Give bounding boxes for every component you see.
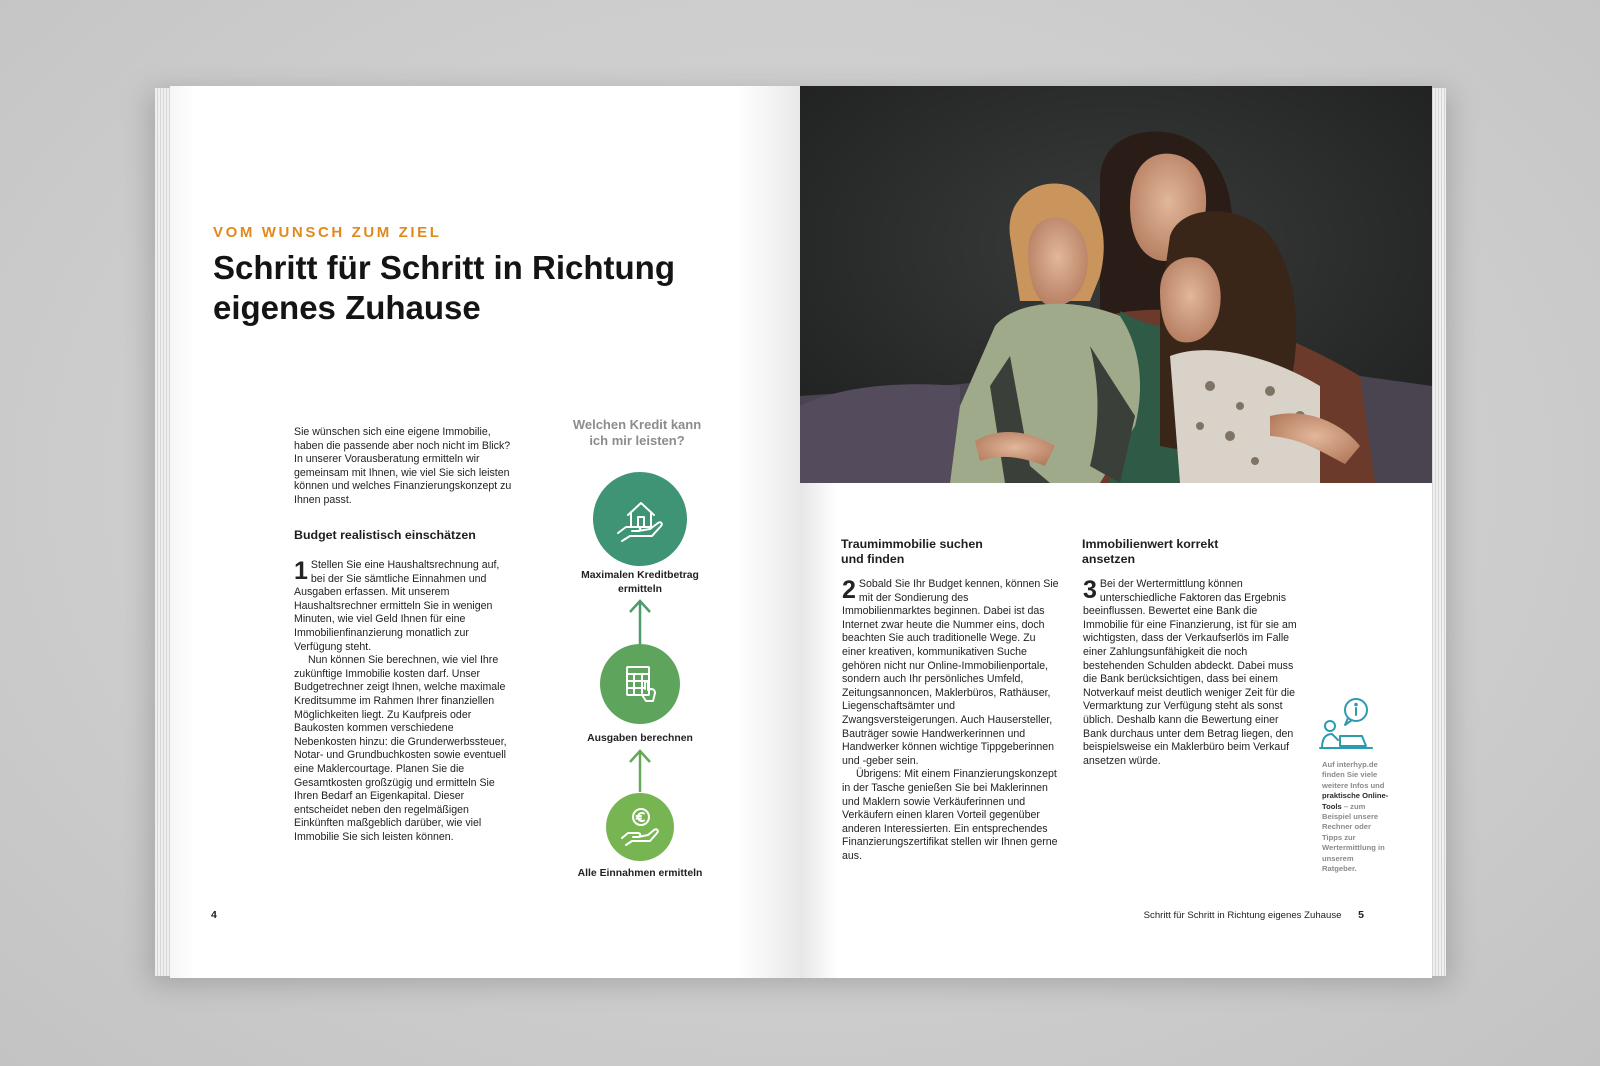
house-in-hand-icon — [610, 489, 670, 549]
step-top-line-2: ermitteln — [618, 584, 662, 595]
section-2-text — [842, 578, 1060, 863]
calculator-hand-icon — [615, 659, 665, 709]
running-title: Schritt für Schritt in Richtung eigenes Zuhause — [1143, 910, 1342, 921]
step-number-1: 1 — [294, 557, 308, 585]
section-2-heading-line-2: und finden — [841, 552, 905, 566]
loan-amount-step-circle — [593, 472, 687, 566]
page-number-right: 5 — [1358, 909, 1364, 921]
left-page — [170, 86, 800, 978]
step-label-expenses: Ausgaben berechnen — [587, 733, 693, 744]
section-1-paragraph-2: Nun können Sie berechnen, wie viel Ihre zukünftige Immobilie kosten darf. Unser Budgetrechner zeigt Ihnen, welche maximale Kreditsumme im Rahmen Ihrer finanziellen Möglichkeiten liegt. Zu Kaufpreis oder Baukosten kommen verschiedene Nebenkosten hinzu: die Grunderwerbssteuer, Notar- und Grundbuchkosten sowie eventuell eine Maklercourtage. Planen Sie die Gesamtkosten großzügig und ermitteln Sie Ihren Bedarf an Eigenkapital. Dieser entscheidet neben den regelmäßigen Einkünften maßgeblich darüber, wie viel Immobilie Sie sich leisten können. — [294, 654, 507, 843]
section-2-heading — [841, 537, 1031, 567]
euro-in-hand-icon — [617, 804, 663, 850]
step-number-2: 2 — [842, 576, 856, 604]
step-label-max-loan — [550, 569, 730, 597]
section-2-heading-line-1: Traumimmobilie suchen — [841, 537, 983, 551]
step-top-line-1: Maximalen Kreditbetrag — [581, 570, 699, 581]
intro-paragraph: Sie wünschen sich eine eigene Immobilie, haben die passende aber noch nicht im Blick? In unserer Vorausberatung ermitteln wir gemeinsam mit Ihnen, wie viel Sie sich leisten können und welches Finanzierungskonzept zu Ihnen passt. — [294, 426, 512, 506]
section-3-heading-line-1: Immobilienwert korrekt — [1082, 537, 1219, 551]
side-note-lead: Auf interhyp.de finden Sie viele weitere Infos und — [1322, 760, 1385, 790]
question-line-1: Welchen Kredit kann — [572, 417, 702, 432]
arrow-up-icon — [628, 598, 652, 644]
step-label-income: Alle Einnahmen ermitteln — [577, 868, 703, 879]
arrow-up-icon — [628, 748, 652, 792]
page-headline — [213, 248, 733, 328]
income-step-circle — [606, 793, 674, 861]
expenses-step-circle — [600, 644, 680, 724]
section-1-paragraph-1: Stellen Sie eine Haushaltsrechnung auf, bei der Sie sämtliche Einnahmen und Ausgaben erfassen. Mit unserem Haushaltsrechner ermitteln Sie in wenigen Minuten, wie viel Geld Ihnen für eine Immobilienfinanzierung monatlich zur Verfügung steht. — [294, 559, 500, 653]
page-number-left: 4 — [211, 909, 217, 921]
section-2-paragraph-2: Übrigens: Mit einem Finanzierungskonzept in der Tasche genießen Sie bei Maklerinnen und Maklern sowie Verkäuferinnen und Verkäufern einen klaren Vorteil gegenüber anderen Interessierten. Ein entsprechendes Finanzierungszertifikat stellen wir Ihnen gerne aus. — [842, 768, 1058, 862]
question-line-2: ich mir leisten? — [589, 433, 685, 448]
side-note-tail: – zum Beispiel unsere Rechner oder Tipps zur Wertermittlung in unserem Ratgeber. — [1322, 801, 1385, 874]
family-photo — [800, 86, 1432, 483]
headline-line-1: Schritt für Schritt in Richtung — [213, 249, 675, 286]
section-3-heading — [1082, 537, 1272, 567]
section-kicker: VOM WUNSCH ZUM ZIEL — [213, 224, 442, 241]
right-page — [800, 86, 1432, 978]
section-3-paragraph-1: Bei der Wertermittlung können unterschiedliche Faktoren das Ergebnis beeinflussen. Bewertet eine Bank die Immobilie für eine Finanzierung, ist für sie am wichtigsten, dass der Verkaufserlös im Falle einer Zahlungsunfähigkeit die noch bestehenden Schulden abdeckt. Dabei muss die Bank berücksichtigen, dass bei einem Notverkauf meist deutlich weniger Zeit für die Vermarktung zur Verfügung steht als sonst üblich. Deshalb kann die Bewertung einer Bank durchaus unter dem Betrag liegen, den beispielsweise ein Maklerbüro beim Verkauf ansetzen würde. — [1083, 578, 1297, 767]
step-number-3: 3 — [1083, 576, 1097, 604]
side-note-link[interactable]: praktische Online-Tools — [1322, 791, 1389, 811]
section-1-text — [294, 559, 516, 844]
section-1-heading: Budget realistisch einschätzen — [294, 528, 476, 542]
left-page-edges — [155, 88, 170, 976]
right-page-edges — [1432, 88, 1446, 976]
info-laptop-icon — [1318, 696, 1382, 752]
side-note — [1322, 760, 1390, 874]
running-footer — [1144, 909, 1364, 921]
section-2-paragraph-1: Sobald Sie Ihr Budget kennen, können Sie mit der Sondierung des Immobilienmarktes beginnen. Dabei ist das Internet zwar heute die Nummer eins, doch beachten Sie auch traditionelle Wege. Zu einer kreativen, kommunikativen Suche gehören nicht nur Online-Immobilienportale, sondern auch Ihr persönliches Umfeld, Zeitungsannoncen, Maklerbüros, Rathäuser, Liegenschaftsämter und Zwangsversteigerungen. Auch Hausersteller, Bauträger sowie Handwerkerinnen und Handwerker können wichtige Tippgeberinnen und -geber sein. — [842, 578, 1059, 767]
section-3-heading-line-2: ansetzen — [1082, 552, 1136, 566]
section-3-text — [1083, 578, 1303, 768]
infographic-question — [561, 417, 713, 449]
headline-line-2: eigenes Zuhause — [213, 289, 481, 326]
